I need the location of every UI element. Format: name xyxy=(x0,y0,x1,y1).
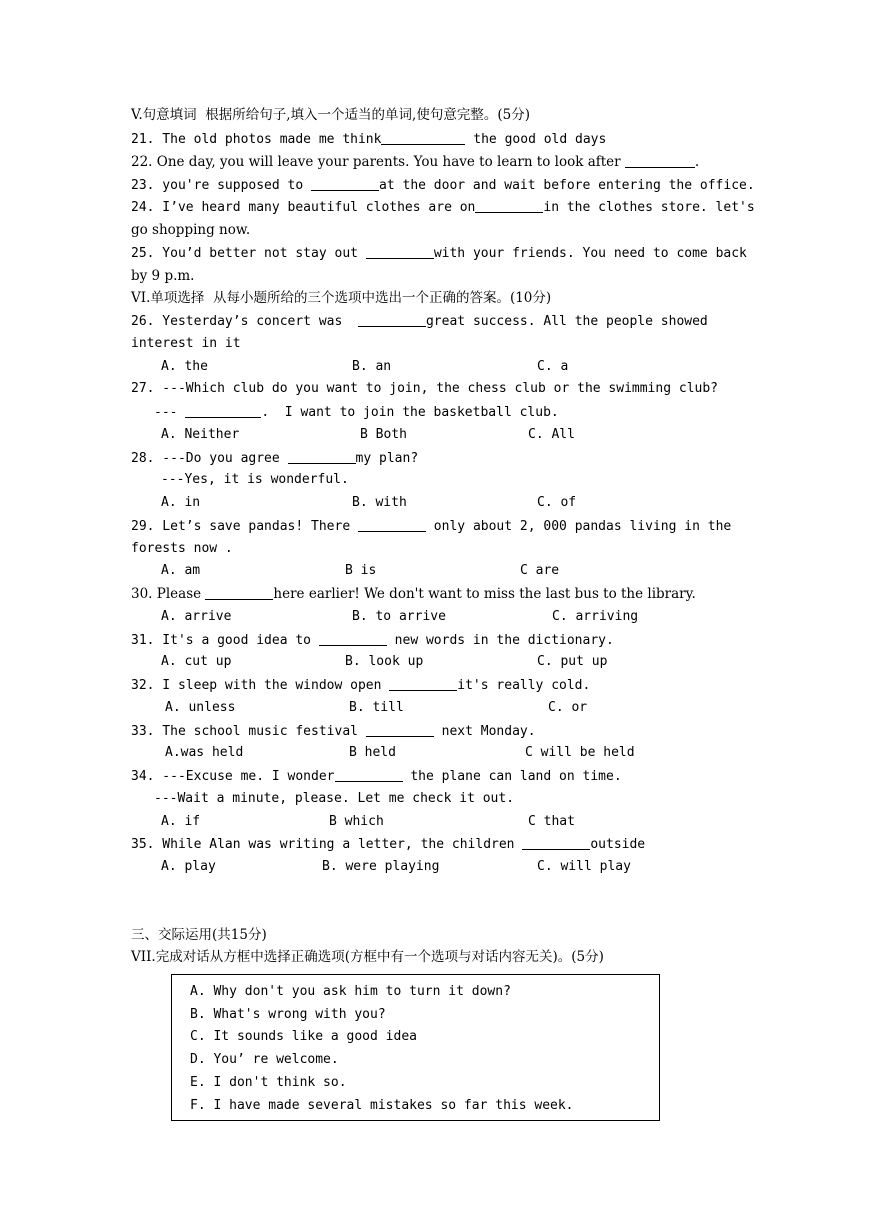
question-29: 29. Let’s save pandas! There only about 2, 000 pandas living in the xyxy=(131,519,732,534)
answer-blank[interactable] xyxy=(288,449,356,464)
q34-option-c[interactable]: C that xyxy=(528,814,575,829)
answer-blank[interactable] xyxy=(311,176,379,191)
answer-blank[interactable] xyxy=(335,767,403,782)
box-option-f[interactable]: F. I have made several mistakes so far this week. xyxy=(190,1098,574,1113)
question-24: 24. I’ve heard many beautiful clothes are on in the clothes store. let's xyxy=(131,200,755,215)
q31-option-c[interactable]: C. put up xyxy=(537,654,608,669)
part-three-heading: 三、交际运用(共15分) xyxy=(131,927,267,943)
q29-option-a[interactable]: A. am xyxy=(161,563,201,578)
question-22: 22. One day, you will leave your parents. You have to learn to look after . xyxy=(131,154,700,170)
q26-option-b[interactable]: B. an xyxy=(352,359,392,374)
question-26-continued: interest in it xyxy=(131,336,241,351)
q33-option-a[interactable]: A.was held xyxy=(165,745,244,760)
answer-blank[interactable] xyxy=(358,517,426,532)
q27-option-a[interactable]: A. Neither xyxy=(161,427,240,442)
box-option-c[interactable]: C. It sounds like a good idea xyxy=(190,1029,417,1044)
q34-option-a[interactable]: A. if xyxy=(161,814,201,829)
q35-option-b[interactable]: B. were playing xyxy=(322,859,440,874)
options-box xyxy=(171,974,660,1121)
q31-option-a[interactable]: A. cut up xyxy=(161,654,232,669)
question-27-line2: --- . I want to join the basketball club. xyxy=(154,405,559,420)
q33-option-c[interactable]: C will be held xyxy=(525,745,635,760)
section-v-heading: V.句意填词 根据所给句子,填入一个适当的单词,使句意完整。(5分) xyxy=(131,107,530,123)
q32-option-a[interactable]: A. unless xyxy=(165,700,236,715)
answer-blank[interactable] xyxy=(319,631,387,646)
q26-option-a[interactable]: A. the xyxy=(161,359,208,374)
answer-blank[interactable] xyxy=(381,130,465,145)
question-21: 21. The old photos made me think the good old days xyxy=(131,132,607,147)
section-vii-heading: VII.完成对话从方框中选择正确选项(方框中有一个选项与对话内容无关)。(5分) xyxy=(131,949,604,965)
q33-option-b[interactable]: B held xyxy=(349,745,396,760)
question-34: 34. ---Excuse me. I wonder the plane can land on time. xyxy=(131,769,622,784)
box-option-a[interactable]: A. Why don't you ask him to turn it down? xyxy=(190,984,511,999)
section-vi-heading: VI.单项选择 从每小题所给的三个选项中选出一个正确的答案。(10分) xyxy=(131,290,552,306)
q27-option-b[interactable]: B Both xyxy=(360,427,407,442)
answer-blank[interactable] xyxy=(366,244,434,259)
question-29-continued: forests now . xyxy=(131,541,233,556)
box-option-b[interactable]: B. What's wrong with you? xyxy=(190,1007,386,1022)
question-24-continued: go shopping now. xyxy=(131,222,251,238)
answer-blank[interactable] xyxy=(389,676,457,691)
answer-blank[interactable] xyxy=(185,403,261,418)
question-27: 27. ---Which club do you want to join, the chess club or the swimming club? xyxy=(131,381,718,396)
answer-blank[interactable] xyxy=(625,153,695,168)
question-28: 28. ---Do you agree my plan? xyxy=(131,451,419,466)
question-32: 32. I sleep with the window open it's really cold. xyxy=(131,678,591,693)
answer-blank[interactable] xyxy=(358,312,426,327)
q31-option-b[interactable]: B. look up xyxy=(345,654,424,669)
answer-blank[interactable] xyxy=(366,722,434,737)
answer-blank[interactable] xyxy=(475,198,543,213)
q35-option-c[interactable]: C. will play xyxy=(537,859,631,874)
question-35: 35. While Alan was writing a letter, the children outside xyxy=(131,837,646,852)
q28-option-b[interactable]: B. with xyxy=(352,495,407,510)
q29-option-b[interactable]: B is xyxy=(345,563,377,578)
q35-option-a[interactable]: A. play xyxy=(161,859,216,874)
question-25-continued: by 9 p.m. xyxy=(131,268,195,284)
question-23: 23. you're supposed to at the door and wait before entering the office. xyxy=(131,178,755,193)
box-option-e[interactable]: E. I don't think so. xyxy=(190,1075,347,1090)
question-30: 30. Please here earlier! We don't want to miss the last bus to the library. xyxy=(131,586,696,602)
q29-option-c[interactable]: C are xyxy=(520,563,560,578)
q30-option-c[interactable]: C. arriving xyxy=(552,609,639,624)
question-33: 33. The school music festival next Monday. xyxy=(131,724,536,739)
box-option-d[interactable]: D. You’ re welcome. xyxy=(190,1052,339,1067)
q28-option-c[interactable]: C. of xyxy=(537,495,577,510)
answer-blank[interactable] xyxy=(205,585,273,600)
q32-option-b[interactable]: B. till xyxy=(349,700,404,715)
question-34-line2: ---Wait a minute, please. Let me check it out. xyxy=(154,791,515,806)
q26-option-c[interactable]: C. a xyxy=(537,359,569,374)
q30-option-a[interactable]: A. arrive xyxy=(161,609,232,624)
question-25: 25. You’d better not stay out with your friends. You need to come back xyxy=(131,246,747,261)
q32-option-c[interactable]: C. or xyxy=(548,700,588,715)
answer-blank[interactable] xyxy=(522,835,590,850)
question-31: 31. It's a good idea to new words in the dictionary. xyxy=(131,633,614,648)
question-26: 26. Yesterday’s concert was great success. All the people showed xyxy=(131,314,708,329)
q28-option-a[interactable]: A. in xyxy=(161,495,201,510)
q27-option-c[interactable]: C. All xyxy=(528,427,575,442)
q34-option-b[interactable]: B which xyxy=(329,814,384,829)
q30-option-b[interactable]: B. to arrive xyxy=(352,609,446,624)
question-28-line2: ---Yes, it is wonderful. xyxy=(161,472,349,487)
